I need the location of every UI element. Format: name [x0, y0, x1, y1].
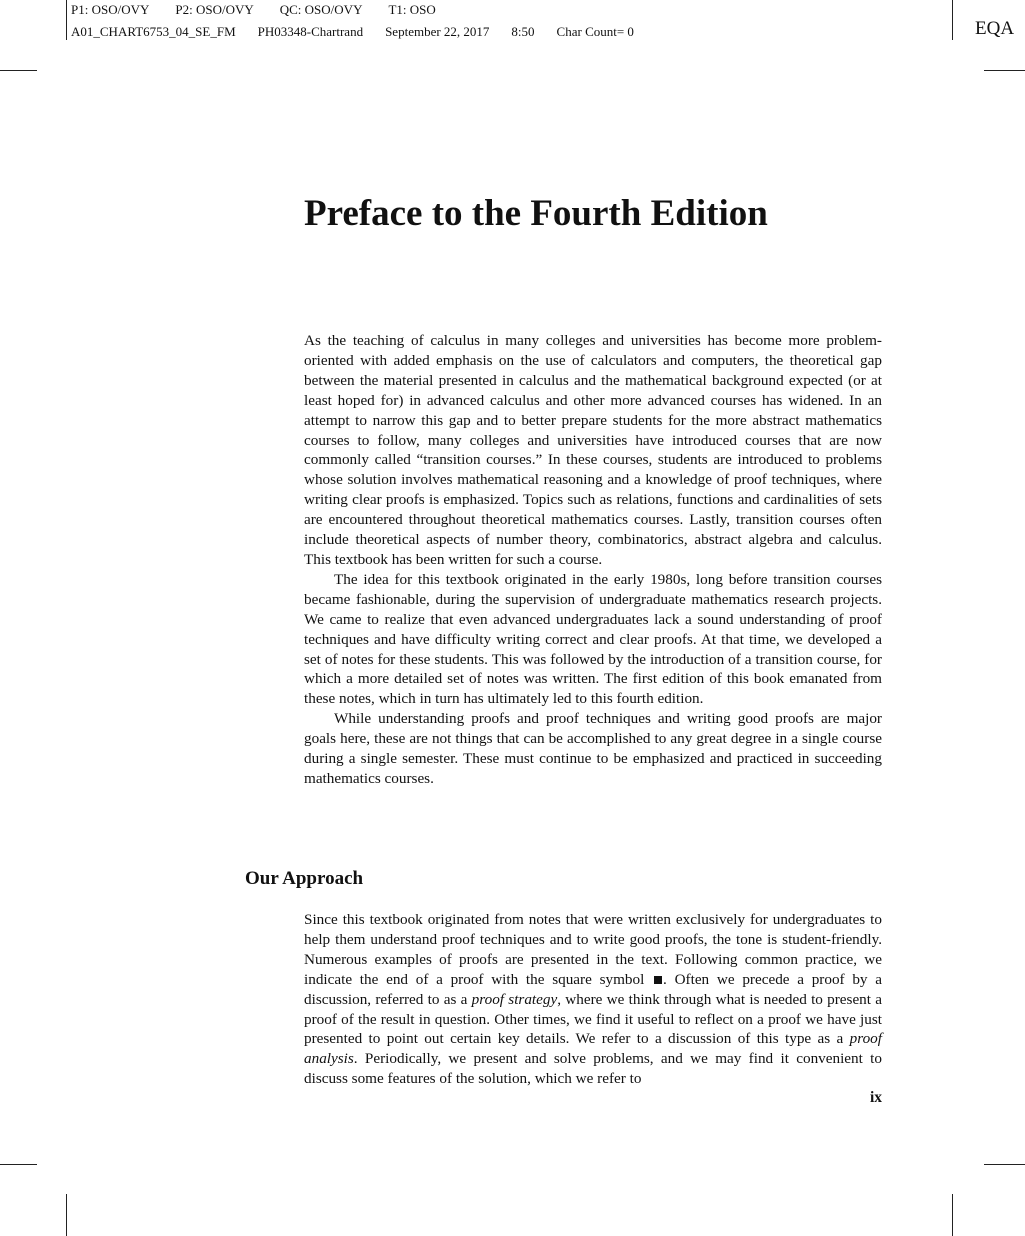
slug-qc: QC: OSO/OVY — [279, 2, 363, 17]
slug-code: EQA — [975, 18, 1015, 39]
slug-author: PH03348-Chartrand — [257, 24, 364, 39]
slug-line-2 — [71, 24, 656, 40]
slug-line-1 — [71, 2, 462, 18]
term-proof-strategy: proof strategy — [471, 990, 558, 1008]
crop-mark — [984, 70, 1025, 71]
slug-char-count: Char Count= 0 — [556, 24, 634, 39]
text-run: . Periodically, we present and solve problems, and we may find it convenient to discuss some features of the solution, which we refer to — [304, 1050, 882, 1088]
term-proof-analysis: proof analysis — [304, 1030, 882, 1068]
section-heading: Our Approach — [245, 868, 364, 889]
approach-section — [304, 910, 882, 1089]
qed-square-icon — [654, 976, 662, 984]
page-title: Preface to the Fourth Edition — [304, 193, 768, 234]
crop-mark — [66, 0, 67, 40]
slug-time: 8:50 — [511, 24, 535, 39]
crop-mark — [952, 1194, 953, 1236]
text-run: Since this textbook originated from notes that were written exclusively for undergraduates to help them understand proof techniques and to write good proofs, the tone is student-friendly. Numerous examples of proofs are presented in the text. Following common practice, we indicate the end of a proof with the square symbol — [304, 911, 882, 988]
crop-mark — [0, 70, 37, 71]
paragraph: The idea for this textbook originated in the early 1980s, long before transition courses became fashionable, during the supervision of undergraduate mathematics research projects. We came to realize that even advanced undergraduates lack a sound understanding of proof techniques and have difficulty writing correct and clear proofs. At that time, we developed a set of notes for these students. This was followed by the introduction of a transition course, for which a more detailed set of notes was written. The first edition of this book emanated from these notes, which in turn has ultimately led to this fourth edition. — [304, 570, 882, 708]
crop-mark — [984, 1164, 1025, 1165]
slug-p1: P1: OSO/OVY — [71, 2, 150, 17]
crop-mark — [66, 1194, 67, 1236]
intro-section — [304, 331, 882, 789]
slug-p2: P2: OSO/OVY — [175, 2, 254, 17]
paragraph: As the teaching of calculus in many colleges and universities has become more problem-oriented with added emphasis on the use of calculators and computers, the theoretical gap between the material presented in calculus and the mathematical background expected (or at least hoped for) in advanced calculus and other more advanced courses has widened. In an attempt to narrow this gap and to better prepare students for the more abstract mathematics courses to follow, many colleges and universities have introduced courses that are now commonly called “transition courses.” In these courses, students are introduced to problems whose solution involves mathematical reasoning and a knowledge of proof techniques, where writing clear proofs is emphasized. Topics such as relations, functions and cardinalities of sets are encountered throughout theoretical mathematics courses. Lastly, transition courses often include theoretical aspects of number theory, combinatorics, abstract algebra and calculus. This textbook has been written for such a course. — [304, 332, 882, 568]
slug-file: A01_CHART6753_04_SE_FM — [71, 24, 236, 39]
crop-mark — [952, 0, 953, 40]
text-run: . Often we precede a proof by a discussion, referred to as a — [304, 970, 882, 1008]
slug-t1: T1: OSO — [388, 2, 436, 17]
paragraph: While understanding proofs and proof techniques and writing good proofs are major goals here, these are not things that can be accomplished to any great degree in a single course during a single semester. These must continue to be emphasized and practiced in succeeding mathematics courses. — [304, 710, 882, 787]
page-number: ix — [869, 1089, 882, 1106]
slug-date: September 22, 2017 — [385, 24, 490, 39]
text-run: , where we think through what is needed to present a proof of the result in question. Other times, we find it useful to reflect on a proof we have just presented to point out certain key details. We refer to a discussion of this type as a — [304, 990, 883, 1048]
paragraph — [304, 910, 882, 1089]
crop-mark — [0, 1164, 37, 1165]
